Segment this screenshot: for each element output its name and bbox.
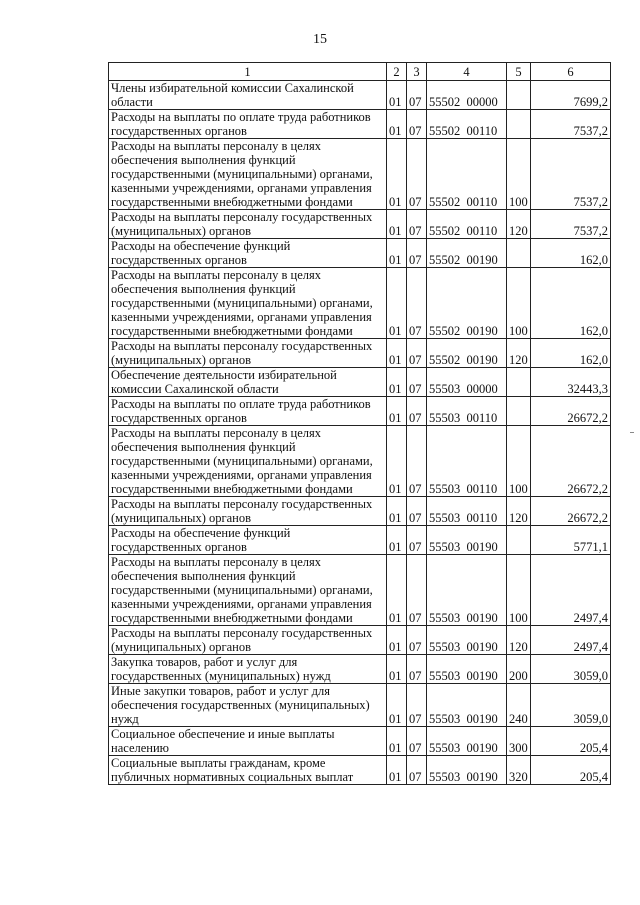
row-expense-type	[507, 526, 531, 555]
row-target-article: 55502 00110	[427, 110, 507, 139]
row-subsection: 07	[407, 139, 427, 210]
row-amount: 205,4	[531, 727, 611, 756]
row-name: Обеспечение деятельности избирательной комиссии Сахалинской области	[109, 368, 387, 397]
table-row	[109, 655, 611, 684]
row-name: Расходы на выплаты персоналу государственных (муниципальных) органов	[109, 210, 387, 239]
row-amount: 26672,2	[531, 426, 611, 497]
row-subsection: 07	[407, 368, 427, 397]
row-section: 01	[387, 268, 407, 339]
row-amount: 7537,2	[531, 139, 611, 210]
row-section: 01	[387, 239, 407, 268]
table-row	[109, 268, 611, 339]
row-subsection: 07	[407, 397, 427, 426]
row-amount: 205,4	[531, 756, 611, 785]
row-expense-type: 100	[507, 139, 531, 210]
row-name: Расходы на выплаты персоналу государственных (муниципальных) органов	[109, 497, 387, 526]
row-expense-type	[507, 81, 531, 110]
row-expense-type	[507, 110, 531, 139]
row-subsection: 07	[407, 268, 427, 339]
table-row	[109, 426, 611, 497]
row-name: Социальное обеспечение и иные выплаты населению	[109, 727, 387, 756]
budget-table	[108, 62, 611, 785]
row-name: Расходы на обеспечение функций государственных органов	[109, 239, 387, 268]
row-section: 01	[387, 81, 407, 110]
row-target-article: 55502 00190	[427, 268, 507, 339]
row-amount: 162,0	[531, 339, 611, 368]
scan-edge-mark	[630, 432, 634, 433]
table-row	[109, 684, 611, 727]
row-amount: 3059,0	[531, 684, 611, 727]
row-expense-type: 240	[507, 684, 531, 727]
row-expense-type: 100	[507, 555, 531, 626]
row-name: Члены избирательной комиссии Сахалинской области	[109, 81, 387, 110]
row-target-article: 55502 00190	[427, 339, 507, 368]
row-target-article: 55503 00190	[427, 626, 507, 655]
row-expense-type: 100	[507, 268, 531, 339]
header-col-3: 3	[407, 63, 427, 81]
row-section: 01	[387, 526, 407, 555]
row-section: 01	[387, 339, 407, 368]
row-expense-type: 120	[507, 210, 531, 239]
row-expense-type: 320	[507, 756, 531, 785]
row-target-article: 55503 00110	[427, 497, 507, 526]
row-section: 01	[387, 426, 407, 497]
row-name: Расходы на выплаты персоналу в целях обеспечения выполнения функций государственными (муниципальными) органами, казенными учреждениями, органами управления государственными внебюджетными фондами	[109, 139, 387, 210]
row-target-article: 55502 00110	[427, 139, 507, 210]
header-col-1: 1	[109, 63, 387, 81]
row-subsection: 07	[407, 727, 427, 756]
row-target-article: 55503 00190	[427, 727, 507, 756]
row-amount: 7537,2	[531, 210, 611, 239]
table-row	[109, 397, 611, 426]
row-section: 01	[387, 139, 407, 210]
row-section: 01	[387, 368, 407, 397]
row-name: Расходы на выплаты персоналу в целях обеспечения выполнения функций государственными (муниципальными) органами, казенными учреждениями, органами управления государственными внебюджетными фондами	[109, 268, 387, 339]
row-amount: 2497,4	[531, 555, 611, 626]
row-amount: 3059,0	[531, 655, 611, 684]
row-section: 01	[387, 210, 407, 239]
row-target-article: 55503 00190	[427, 555, 507, 626]
row-expense-type: 120	[507, 626, 531, 655]
row-amount: 7699,2	[531, 81, 611, 110]
row-name: Расходы на выплаты персоналу государственных (муниципальных) органов	[109, 339, 387, 368]
table-body	[109, 81, 611, 785]
row-section: 01	[387, 397, 407, 426]
row-amount: 162,0	[531, 268, 611, 339]
row-amount: 32443,3	[531, 368, 611, 397]
table-row	[109, 555, 611, 626]
row-amount: 5771,1	[531, 526, 611, 555]
row-subsection: 07	[407, 626, 427, 655]
row-subsection: 07	[407, 110, 427, 139]
row-expense-type: 300	[507, 727, 531, 756]
row-target-article: 55503 00190	[427, 756, 507, 785]
row-amount: 162,0	[531, 239, 611, 268]
table-row	[109, 139, 611, 210]
row-target-article: 55503 00190	[427, 655, 507, 684]
row-name: Социальные выплаты гражданам, кроме публичных нормативных социальных выплат	[109, 756, 387, 785]
row-name: Расходы на выплаты персоналу в целях обеспечения выполнения функций государственными (муниципальными) органами, казенными учреждениями, органами управления государственными внебюджетными фондами	[109, 555, 387, 626]
row-target-article: 55503 00110	[427, 397, 507, 426]
row-section: 01	[387, 655, 407, 684]
row-subsection: 07	[407, 426, 427, 497]
row-subsection: 07	[407, 339, 427, 368]
table-row	[109, 756, 611, 785]
row-subsection: 07	[407, 497, 427, 526]
row-name: Расходы на выплаты персоналу в целях обеспечения выполнения функций государственными (муниципальными) органами, казенными учреждениями, органами управления государственными внебюджетными фондами	[109, 426, 387, 497]
table-header-row	[109, 63, 611, 81]
row-name: Расходы на выплаты по оплате труда работников государственных органов	[109, 110, 387, 139]
table-row	[109, 368, 611, 397]
table-row	[109, 626, 611, 655]
row-target-article: 55502 00000	[427, 81, 507, 110]
row-target-article: 55503 00110	[427, 426, 507, 497]
row-section: 01	[387, 497, 407, 526]
row-section: 01	[387, 684, 407, 727]
row-amount: 2497,4	[531, 626, 611, 655]
row-subsection: 07	[407, 655, 427, 684]
header-col-4: 4	[427, 63, 507, 81]
row-subsection: 07	[407, 81, 427, 110]
row-amount: 26672,2	[531, 397, 611, 426]
table-row	[109, 210, 611, 239]
row-expense-type: 200	[507, 655, 531, 684]
row-name: Расходы на выплаты по оплате труда работников государственных органов	[109, 397, 387, 426]
row-target-article: 55503 00000	[427, 368, 507, 397]
table-row	[109, 110, 611, 139]
table-row	[109, 339, 611, 368]
row-section: 01	[387, 727, 407, 756]
row-name: Расходы на обеспечение функций государственных органов	[109, 526, 387, 555]
row-amount: 26672,2	[531, 497, 611, 526]
row-subsection: 07	[407, 210, 427, 239]
row-expense-type: 100	[507, 426, 531, 497]
row-expense-type	[507, 397, 531, 426]
table-row	[109, 526, 611, 555]
row-name: Закупка товаров, работ и услуг для государственных (муниципальных) нужд	[109, 655, 387, 684]
row-section: 01	[387, 555, 407, 626]
header-col-2: 2	[387, 63, 407, 81]
table-row	[109, 81, 611, 110]
row-target-article: 55502 00110	[427, 210, 507, 239]
row-name: Иные закупки товаров, работ и услуг для обеспечения государственных (муниципальных) нужд	[109, 684, 387, 727]
row-subsection: 07	[407, 555, 427, 626]
table-row	[109, 239, 611, 268]
row-section: 01	[387, 756, 407, 785]
row-subsection: 07	[407, 526, 427, 555]
row-subsection: 07	[407, 756, 427, 785]
row-section: 01	[387, 110, 407, 139]
row-expense-type: 120	[507, 339, 531, 368]
row-target-article: 55502 00190	[427, 239, 507, 268]
row-name: Расходы на выплаты персоналу государственных (муниципальных) органов	[109, 626, 387, 655]
header-col-5: 5	[507, 63, 531, 81]
row-target-article: 55503 00190	[427, 526, 507, 555]
row-amount: 7537,2	[531, 110, 611, 139]
row-subsection: 07	[407, 684, 427, 727]
table-row	[109, 727, 611, 756]
row-section: 01	[387, 626, 407, 655]
page-number: 15	[313, 32, 327, 47]
row-expense-type	[507, 239, 531, 268]
row-expense-type	[507, 368, 531, 397]
table-row	[109, 497, 611, 526]
row-subsection: 07	[407, 239, 427, 268]
header-col-6: 6	[531, 63, 611, 81]
row-target-article: 55503 00190	[427, 684, 507, 727]
row-expense-type: 120	[507, 497, 531, 526]
